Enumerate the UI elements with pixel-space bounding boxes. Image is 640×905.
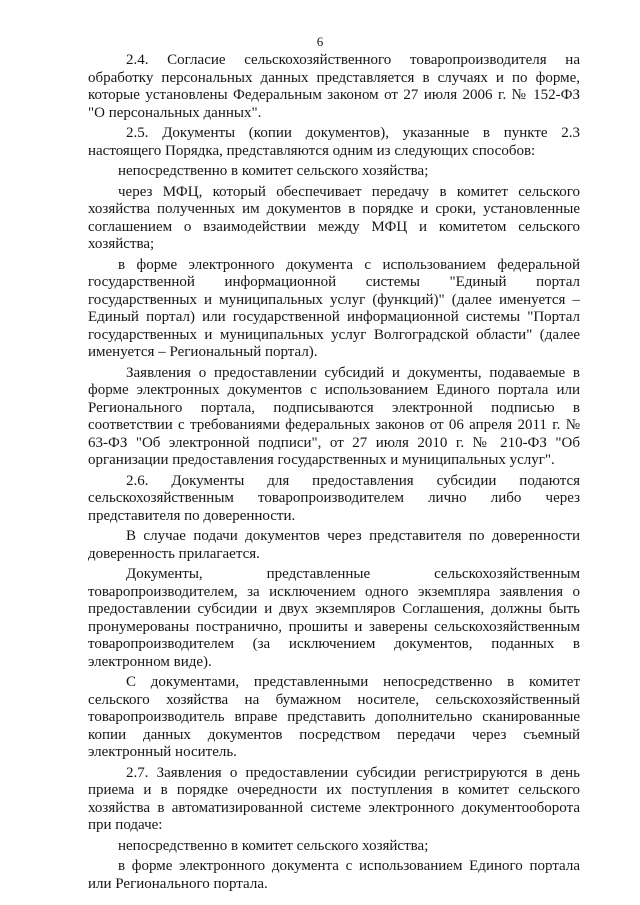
- paragraph-2-5: 2.5. Документы (копии документов), указанные в пункте 2.3 настоящего Порядка, представляются одним из следующих способов:: [88, 125, 580, 159]
- list-item: непосредственно в комитет сельского хозяйства;: [118, 163, 429, 179]
- paragraph-2-4: 2.4. Согласие сельскохозяйственного товаропроизводителя на обработку персональных данных представляется в случаях и по форме, которые установлены Федеральным законом от 27 июля 2006 г. № 152-ФЗ "О персональных данных".: [88, 52, 580, 121]
- paragraph-proxy: В случае подачи документов через представителя по доверенности доверенность прилагается.: [88, 528, 580, 562]
- page-number: 6: [316, 34, 324, 49]
- paragraph-documents-numbering: Документы, представленные сельскохозяйственным товаропроизводителем, за исключением одного экземпляра заявления о предоставлении субсидии и двух экземпляров Соглашения, должны быть пронумерованы постранично, прошиты и заверены сельскохозяйственным товаропроизводителем (за исключением документов, поданных в электронном виде).: [88, 566, 580, 670]
- paragraph-2-7: 2.7. Заявления о предоставлении субсидии регистрируются в день приема и в порядке очередности их поступления в комитет сельского хозяйства в автоматизированной системе электронного документооборота при подаче:: [88, 764, 580, 833]
- list-item: в форме электронного документа с использованием федеральной государственной информационной системы "Единый портал государственных и муниципальных услуг (функций)" (далее именуется – Единый портал) или государственной информационной системы "Портал государственных и муниципальных услуг Волгоградской области" (далее именуется – Региональный портал).: [88, 256, 580, 360]
- paragraph-electronic-signature: Заявления о предоставлении субсидий и документы, подаваемые в форме электронных документов с использованием Единого портала или Регионального портала, подписываются электронной подписью в соответствии с требованиями федеральных законов от 06 апреля 2011 г. № 63-ФЗ "Об электронной подписи", от 27 июля 2010 г. № 210-ФЗ "Об организации предоставления государственных и муниципальных услуг".: [88, 364, 580, 468]
- document-body: [88, 52, 580, 896]
- paragraph-scanned-copies: С документами, представленными непосредственно в комитет сельского хозяйства на бумажном носителе, сельскохозяйственный товаропроизводитель вправе представить дополнительно сканированные копии данных документов посредством передачи через съемный электронный носитель.: [88, 674, 580, 760]
- list-item: непосредственно в комитет сельского хозяйства;: [118, 837, 429, 854]
- paragraph-2-6: 2.6. Документы для предоставления субсидии подаются сельскохозяйственным товаропроизводителем лично либо через представителя по доверенности.: [88, 472, 580, 524]
- list-item: в форме электронного документа с использованием Единого портала или Регионального портала.: [88, 858, 580, 892]
- list-item: через МФЦ, который обеспечивает передачу в комитет сельского хозяйства полученных им документов в порядке и сроки, установленные соглашением о взаимодействии между МФЦ и комитетом сельского хозяйства;: [88, 183, 580, 252]
